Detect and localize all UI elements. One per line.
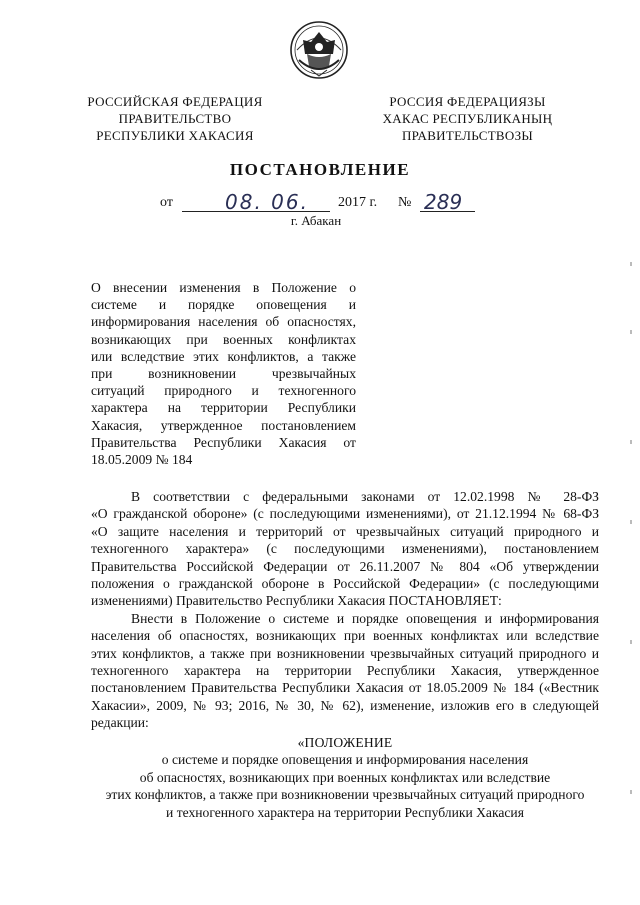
date-year: 2017 г.	[338, 195, 378, 210]
header-left-line: РЕСПУБЛИКИ ХАКАСИЯ	[96, 128, 254, 143]
subject-line: при возникновении чрезвычайных	[91, 366, 356, 382]
body-line: постановлением Правительства Республики Хакасия от 18.05.2009 № 184 («Вестник	[91, 680, 599, 696]
header-right-line: ХАКАС РЕСПУБЛИКАНЫҢ	[382, 111, 553, 126]
city-name: г. Абакан	[290, 213, 342, 228]
body-line: Внести в Положение о системе и порядке оповещения и информирования	[131, 610, 599, 626]
handwritten-date: 08. 06.	[225, 190, 309, 214]
body-line: Хакасии», 2009, № 93; 2016, № 30, № 62), изменение, изложив его в следующей	[91, 697, 599, 713]
subject-line: Правительства Республики Хакасия от	[91, 434, 356, 450]
scan-edge-mark	[630, 520, 632, 524]
body-line: «О защите населения и территорий от чрезвычайных ситуаций природного и	[91, 523, 599, 539]
body-line: Правительства Российской Федерации от 26.11.2007 № 804 «Об утверждении	[91, 558, 599, 574]
polozhenie-line: о системе и порядке оповещения и информирования населения	[161, 752, 529, 768]
body-line: изменениями) Правительство Республики Хакасия ПОСТАНОВЛЯЕТ:	[91, 593, 502, 609]
subject-line: системе и порядке оповещения и	[91, 297, 356, 313]
body-line: населения об опасностях, возникающих при военных конфликтах или вследствие	[91, 628, 599, 644]
body-line: этих конфликтов, а также при возникновении чрезвычайных ситуаций природного и	[91, 645, 599, 661]
subject-line: 18.05.2009 № 184	[91, 452, 193, 468]
scan-edge-mark	[630, 262, 632, 266]
document-title: ПОСТАНОВЛЕНИЕ	[229, 160, 411, 179]
coat-of-arms-emblem	[289, 20, 349, 80]
subject-line: характера на территории Республики	[91, 400, 356, 416]
subject-line: Хакасия, утвержденное постановлением	[91, 417, 356, 433]
scan-edge-mark	[630, 790, 632, 794]
header-left-block	[70, 93, 280, 144]
body-line: техногенного характера на территории Республики Хакасия, утвержденное	[91, 663, 599, 679]
number-sign: №	[398, 195, 412, 210]
subject-block	[91, 279, 356, 468]
scan-edge-mark	[630, 440, 632, 444]
subject-line: возникающих при военных конфликтах	[91, 331, 356, 347]
header-right-block	[360, 93, 575, 144]
header-left-line: РОССИЙСКАЯ ФЕДЕРАЦИЯ	[87, 94, 263, 109]
city-line	[0, 213, 640, 229]
scan-edge-mark	[630, 330, 632, 334]
body-line: положения о гражданской обороне в Российской Федерации» (с последующими	[91, 576, 599, 592]
polozhenie-line: этих конфликтов, а также при возникновении чрезвычайных ситуаций природного	[105, 787, 585, 803]
header-left-line: ПРАВИТЕЛЬСТВО	[118, 111, 232, 126]
subject-line: ситуаций природного и техногенного	[91, 383, 356, 399]
scan-edge-mark	[630, 640, 632, 644]
header-right-line: ПРАВИТЕЛЬСТВОЗЫ	[401, 128, 534, 143]
body-text	[91, 488, 599, 732]
body-line: техногенного характера» (с последующими изменениями), постановлением	[91, 541, 599, 557]
polozhenie-title: «ПОЛОЖЕНИЕ	[297, 735, 393, 750]
subject-line: информирования населения об опасностях,	[91, 314, 356, 330]
polozhenie-line: и техногенного характера на территории Республики Хакасия	[166, 804, 524, 820]
handwritten-number: 289	[424, 190, 463, 214]
date-prefix: от	[160, 195, 173, 210]
body-line: редакции:	[91, 715, 149, 731]
polozhenie-line: об опасностях, возникающих при военных конфликтах или вследствие	[139, 769, 551, 785]
subject-line: О внесении изменения в Положение о	[91, 280, 356, 295]
polozhenie-subtitle	[91, 751, 599, 821]
header-right-line: РОССИЯ ФЕДЕРАЦИЯЗЫ	[389, 94, 546, 109]
body-line: «О гражданской обороне» (с последующими изменениями), от 21.12.1994 № 68-ФЗ	[91, 506, 599, 522]
polozhenie-heading	[91, 734, 599, 821]
subject-line: или вследствие этих конфликтов, а также	[91, 348, 356, 364]
body-line: В соответствии с федеральными законами от 12.02.1998 № 28-ФЗ	[131, 489, 599, 504]
